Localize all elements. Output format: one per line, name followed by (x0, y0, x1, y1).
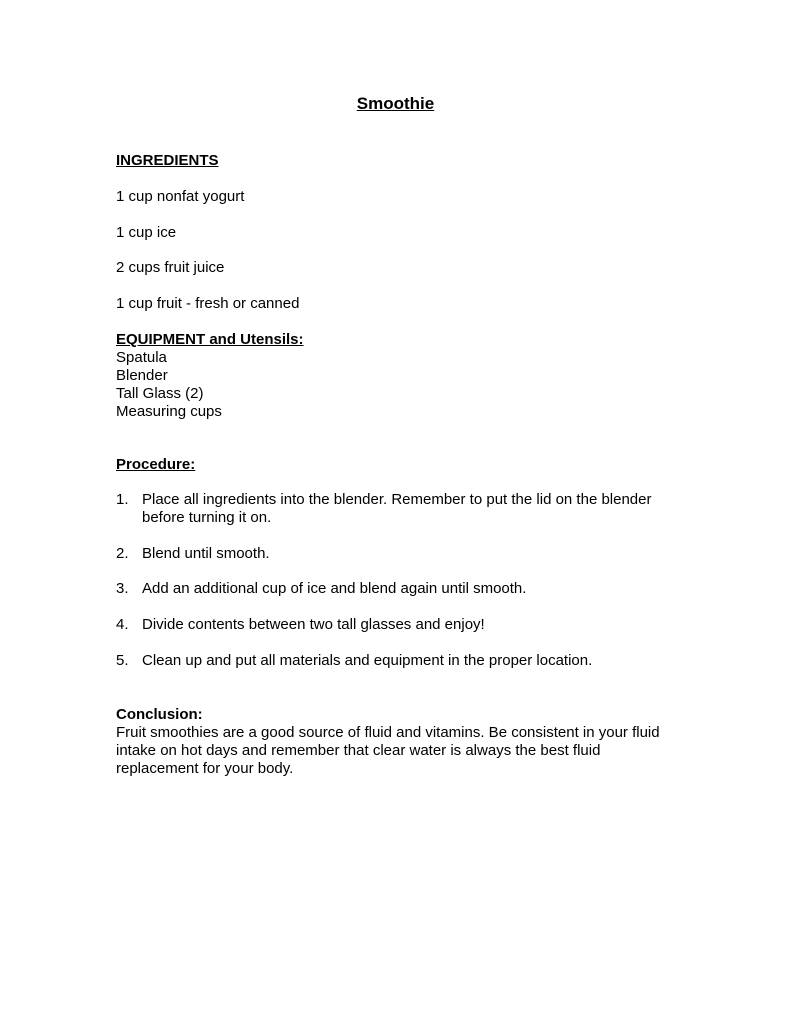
ingredients-heading: INGREDIENTS (116, 152, 219, 169)
conclusion-heading: Conclusion: (116, 706, 203, 723)
conclusion-text: Fruit smoothies are a good source of fluid and vitamins. Be consistent in your fluid intake on hot days and remember that clear water is always the best fluid replacement for your body. (116, 724, 660, 777)
ingredient-item: 2 cups fruit juice (116, 259, 225, 276)
step-number: 1. (116, 491, 129, 508)
ingredient-item: 1 cup fruit - fresh or canned (116, 295, 300, 312)
equipment-list (116, 349, 222, 421)
step-number: 3. (116, 580, 129, 597)
step-text: Blend until smooth. (142, 545, 270, 562)
equipment-item: Tall Glass (2) (116, 385, 204, 402)
step-text: Divide contents between two tall glasses and enjoy! (142, 616, 485, 633)
page-title: Smoothie (356, 94, 435, 113)
step-number: 4. (116, 616, 129, 633)
step-text: Place all ingredients into the blender. Remember to put the lid on the blender before turning it on. (142, 491, 652, 526)
equipment-item: Measuring cups (116, 403, 222, 420)
equipment-item: Spatula (116, 349, 167, 366)
ingredient-item: 1 cup nonfat yogurt (116, 188, 245, 205)
ingredient-item: 1 cup ice (116, 224, 177, 241)
step-text: Add an additional cup of ice and blend again until smooth. (142, 580, 527, 597)
step-number: 5. (116, 652, 129, 669)
step-number: 2. (116, 545, 129, 562)
step-text: Clean up and put all materials and equipment in the proper location. (142, 652, 593, 669)
procedure-heading: Procedure: (116, 456, 196, 473)
equipment-item: Blender (116, 367, 168, 384)
equipment-heading: EQUIPMENT and Utensils: (116, 331, 304, 348)
